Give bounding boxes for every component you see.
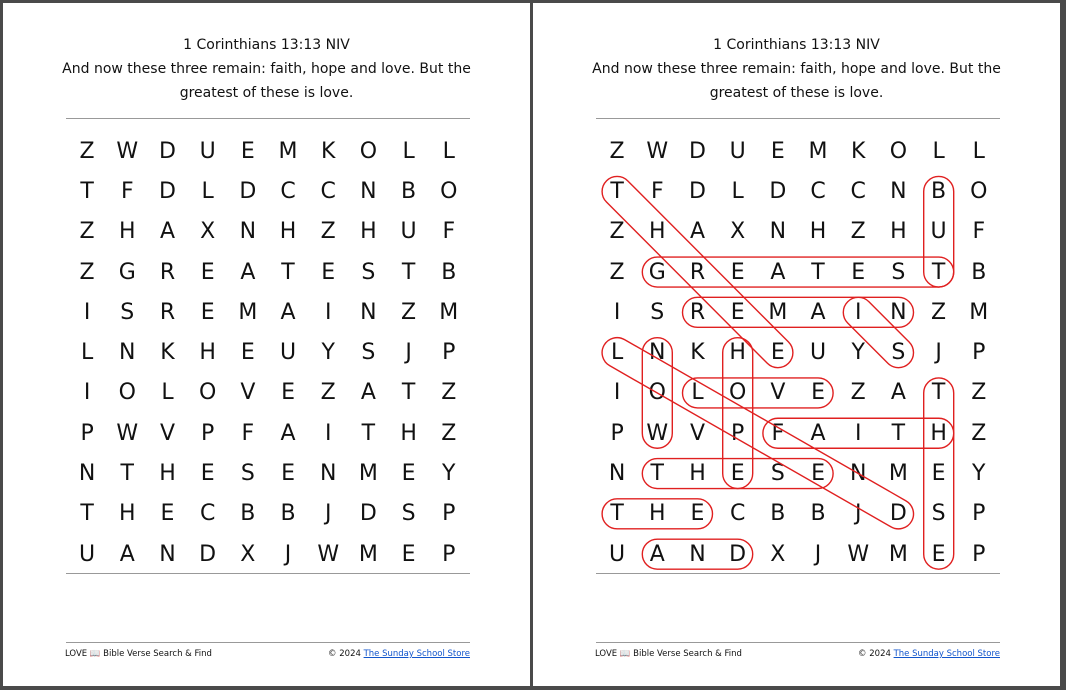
grid-cell: D (158, 138, 176, 164)
grid-cell: T (891, 420, 906, 446)
grid-cell: P (201, 420, 215, 446)
grid-cell: A (119, 541, 135, 567)
grid-cell: S (361, 340, 376, 366)
grid-cell: X (200, 219, 216, 245)
grid-cell: N (890, 299, 907, 325)
grid-cell: E (200, 461, 215, 487)
grid-cell: H (360, 219, 377, 245)
grid-cell: P (80, 420, 94, 446)
grid-cell: Z (971, 420, 987, 446)
grid-cell: M (439, 299, 459, 325)
grid-cell: D (688, 138, 706, 164)
grid-cell: M (888, 461, 908, 487)
grid-cell: E (770, 138, 785, 164)
grid-cell: T (80, 178, 94, 204)
solution-letter-grid (597, 131, 999, 571)
grid-cell: I (854, 299, 862, 325)
grid-cell: V (240, 380, 256, 406)
grid-cell: H (689, 461, 706, 487)
grid-cell: J (814, 541, 822, 567)
grid-cell: N (360, 299, 377, 325)
grid-cell: A (890, 380, 906, 406)
grid-cell: F (241, 420, 255, 446)
grid-cell: N (159, 541, 176, 567)
grid-cell: N (608, 461, 626, 487)
grid-cell: M (768, 299, 788, 325)
grid-cell: H (159, 461, 176, 487)
grid-cell: U (930, 219, 947, 245)
grid-cell: T (281, 259, 295, 285)
grid-cell: D (158, 178, 176, 204)
copyright-text: © 2024 (328, 649, 361, 659)
grid-cell: A (770, 259, 786, 285)
grid-cell: C (729, 501, 746, 527)
grid-cell: E (401, 541, 416, 567)
grid-cell: L (691, 380, 704, 406)
grid-cell: B (240, 501, 256, 527)
grid-cell: O (728, 380, 747, 406)
grid-cell: I (83, 299, 91, 325)
grid-cell: V (159, 420, 175, 446)
grid-cell: W (646, 420, 669, 446)
footer-divider (66, 642, 470, 643)
grid-cell: L (442, 138, 455, 164)
top-divider (596, 118, 1000, 119)
grid-cell: T (401, 380, 416, 406)
grid-cell: D (729, 541, 747, 567)
grid-cell: U (400, 219, 417, 245)
grid-cell: D (359, 501, 377, 527)
grid-cell: T (931, 380, 946, 406)
grid-cell: T (610, 178, 624, 204)
grid-cell: H (119, 219, 136, 245)
grid-cell: M (358, 461, 378, 487)
grid-cell: T (361, 420, 376, 446)
verse-reference: 1 Corinthians 13:13 NIV (183, 37, 350, 53)
grid-cell: R (159, 299, 176, 325)
grid-cell: A (159, 219, 175, 245)
grid-cell: T (931, 259, 946, 285)
grid-cell: P (972, 541, 986, 567)
grid-cell: B (401, 178, 417, 204)
grid-cell: K (851, 138, 866, 164)
verse-header (43, 33, 490, 105)
grid-cell: E (200, 259, 215, 285)
grid-cell: P (610, 420, 624, 446)
verse-header (573, 33, 1020, 105)
grid-cell: K (160, 340, 175, 366)
grid-cell: T (811, 259, 825, 285)
grid-cell: O (648, 380, 666, 406)
grid-cell: J (405, 340, 412, 366)
puzzle-page (3, 3, 530, 686)
grid-cell: N (360, 178, 377, 204)
grid-cell: P (972, 501, 986, 527)
solution-page (533, 3, 1060, 686)
grid-cell: S (770, 461, 785, 487)
grid-cell: M (969, 299, 989, 325)
grid-cell: L (80, 340, 94, 366)
grid-cell: D (889, 501, 907, 527)
grid-cell: I (613, 380, 621, 406)
grid-cell: M (808, 138, 828, 164)
grid-cell: B (770, 501, 786, 527)
grid-cell: A (689, 219, 705, 245)
grid-cell: Z (79, 219, 95, 245)
grid-cell: E (931, 541, 946, 567)
grid-cell: H (809, 219, 827, 245)
grid-cell: X (730, 219, 746, 245)
grid-cell: N (649, 340, 666, 366)
grid-cell: L (731, 178, 744, 204)
verse-text: And now these three remain: faith, hope and love. But the greatest of these is love. (592, 61, 1001, 101)
grid-cell: F (442, 219, 456, 245)
grid-cell: W (317, 541, 340, 567)
grid-cell: H (279, 219, 297, 245)
grid-cell: H (400, 420, 417, 446)
grid-cell: E (811, 380, 825, 406)
grid-cell: W (847, 541, 870, 567)
grid-cell: E (281, 380, 295, 406)
grid-cell: E (240, 138, 255, 164)
grid-cell: Z (850, 380, 866, 406)
grid-cell: N (769, 219, 787, 245)
grid-cell: G (118, 259, 136, 285)
grid-cell: M (238, 299, 258, 325)
grid-cell: E (811, 461, 825, 487)
grid-cell: U (199, 138, 216, 164)
grid-cell: Y (321, 340, 335, 366)
grid-cell: C (199, 501, 216, 527)
grid-cell: T (650, 461, 664, 487)
grid-cell: S (931, 501, 946, 527)
grid-cell: E (200, 299, 215, 325)
grid-cell: O (359, 138, 378, 164)
grid-cell: Y (442, 461, 456, 487)
footer-title: LOVE 📖 Bible Verse Search & Find (595, 649, 742, 659)
grid-cell: L (932, 138, 945, 164)
grid-cell: N (78, 461, 96, 487)
grid-cell: A (810, 299, 826, 325)
grid-cell: O (889, 138, 908, 164)
grid-cell: Z (441, 380, 457, 406)
grid-cell: D (199, 541, 217, 567)
grid-cell: S (401, 501, 416, 527)
verse-text: And now these three remain: faith, hope and love. But the greatest of these is love. (62, 61, 471, 101)
grid-cell: E (401, 461, 416, 487)
grid-cell: F (972, 219, 986, 245)
grid-cell: E (281, 461, 295, 487)
grid-cell: Z (441, 420, 457, 446)
grid-cell: S (120, 299, 135, 325)
grid-cell: A (280, 420, 296, 446)
grid-cell: P (972, 340, 986, 366)
footer-title: LOVE 📖 Bible Verse Search & Find (65, 649, 212, 659)
grid-cell: T (120, 461, 134, 487)
grid-cell: H (119, 501, 136, 527)
grid-cell: S (891, 340, 906, 366)
grid-cell: Z (850, 219, 866, 245)
bottom-divider (66, 573, 470, 574)
grid-cell: P (731, 420, 745, 446)
grid-cell: E (321, 259, 336, 285)
grid-cell: R (159, 259, 176, 285)
grid-cell: E (690, 501, 705, 527)
grid-cell: C (320, 178, 336, 204)
grid-cell: A (240, 259, 256, 285)
grid-cell: Z (609, 259, 625, 285)
grid-cell: S (361, 259, 376, 285)
grid-cell: Z (320, 219, 336, 245)
grid-cell: O (198, 380, 217, 406)
top-divider (66, 118, 470, 119)
grid-cell: B (280, 501, 296, 527)
grid-cell: D (239, 178, 257, 204)
grid-cell: B (441, 259, 457, 285)
grid-cell: Z (79, 138, 95, 164)
grid-cell: I (324, 299, 332, 325)
grid-cell: J (935, 340, 942, 366)
grid-cell: V (770, 380, 786, 406)
grid-cell: W (116, 138, 139, 164)
grid-cell: L (201, 178, 214, 204)
grid-cell: D (688, 178, 706, 204)
grid-cell: X (770, 541, 786, 567)
footer-copyright (858, 649, 1000, 659)
grid-cell: I (83, 380, 91, 406)
grid-cell: Z (79, 259, 95, 285)
grid-cell: P (442, 340, 456, 366)
grid-cell: A (649, 541, 665, 567)
grid-cell: K (321, 138, 336, 164)
grid-cell: C (280, 178, 296, 204)
grid-cell: P (442, 541, 456, 567)
grid-cell: B (810, 501, 826, 527)
grid-cell: H (930, 420, 947, 446)
grid-cell: L (610, 340, 624, 366)
grid-cell: E (730, 461, 745, 487)
store-link[interactable]: The Sunday School Store (893, 649, 1000, 659)
grid-cell: C (810, 178, 826, 204)
grid-cell: V (689, 420, 705, 446)
grid-cell: H (649, 501, 666, 527)
grid-cell: A (280, 299, 296, 325)
grid-cell: M (888, 541, 908, 567)
grid-cell: E (931, 461, 946, 487)
grid-cell: H (649, 219, 666, 245)
grid-cell: L (161, 380, 174, 406)
grid-cell: P (442, 501, 456, 527)
grid-cell: I (613, 299, 621, 325)
grid-cell: J (854, 501, 862, 527)
grid-cell: X (240, 541, 256, 567)
grid-cell: E (770, 340, 785, 366)
grid-cell: C (850, 178, 866, 204)
footer-divider (596, 642, 1000, 643)
grid-cell: B (971, 259, 987, 285)
grid-cell: F (120, 178, 134, 204)
grid-cell: E (730, 259, 745, 285)
grid-cell: H (199, 340, 216, 366)
grid-cell: Z (609, 138, 625, 164)
grid-cell: D (769, 178, 787, 204)
bottom-divider (596, 573, 1000, 574)
verse-reference: 1 Corinthians 13:13 NIV (713, 37, 880, 53)
grid-cell: N (319, 461, 337, 487)
grid-cell: F (771, 420, 785, 446)
grid-cell: T (401, 259, 416, 285)
grid-cell: E (730, 299, 745, 325)
copyright-text: © 2024 (858, 649, 891, 659)
grid-cell: U (729, 138, 746, 164)
grid-cell: W (116, 420, 139, 446)
grid-cell: N (689, 541, 706, 567)
grid-cell: I (324, 420, 332, 446)
grid-cell: L (972, 138, 985, 164)
grid-cell: Z (971, 380, 987, 406)
grid-cell: S (891, 259, 906, 285)
store-link[interactable]: The Sunday School Store (363, 649, 470, 659)
grid-cell: F (650, 178, 664, 204)
letter-grid (67, 131, 469, 571)
grid-cell: Z (609, 219, 625, 245)
grid-cell: I (854, 420, 862, 446)
grid-cell: Z (401, 299, 417, 325)
grid-cell: B (931, 178, 947, 204)
grid-cell: O (970, 178, 988, 204)
grid-cell: O (440, 178, 458, 204)
grid-cell: S (650, 299, 665, 325)
grid-cell: M (278, 138, 298, 164)
grid-cell: Y (972, 461, 986, 487)
grid-cell: E (851, 259, 866, 285)
grid-cell: G (648, 259, 666, 285)
grid-cell: N (890, 178, 907, 204)
grid-cell: J (324, 501, 332, 527)
grid-cell: M (358, 541, 378, 567)
grid-cell: K (690, 340, 705, 366)
grid-cell: L (402, 138, 415, 164)
grid-cell: J (284, 541, 292, 567)
grid-cell: S (240, 461, 255, 487)
grid-cell: O (118, 380, 136, 406)
grid-cell: U (809, 340, 827, 366)
grid-cell: E (160, 501, 175, 527)
grid-cell: R (689, 259, 706, 285)
grid-cell: N (849, 461, 867, 487)
grid-cell: R (689, 299, 706, 325)
grid-cell: T (610, 501, 624, 527)
grid-cell: Z (931, 299, 947, 325)
grid-cell: H (890, 219, 907, 245)
grid-cell: Y (851, 340, 865, 366)
grid-cell: U (279, 340, 297, 366)
grid-cell: N (119, 340, 136, 366)
grid-cell: N (239, 219, 257, 245)
grid-cell: T (80, 501, 94, 527)
grid-cell: A (810, 420, 826, 446)
grid-cell: E (240, 340, 255, 366)
grid-cell: H (729, 340, 746, 366)
grid-cell: U (79, 541, 96, 567)
grid-cell: A (360, 380, 376, 406)
grid-cell: W (646, 138, 669, 164)
grid-cell: U (609, 541, 626, 567)
grid-cell: Z (320, 380, 336, 406)
footer-copyright (328, 649, 470, 659)
